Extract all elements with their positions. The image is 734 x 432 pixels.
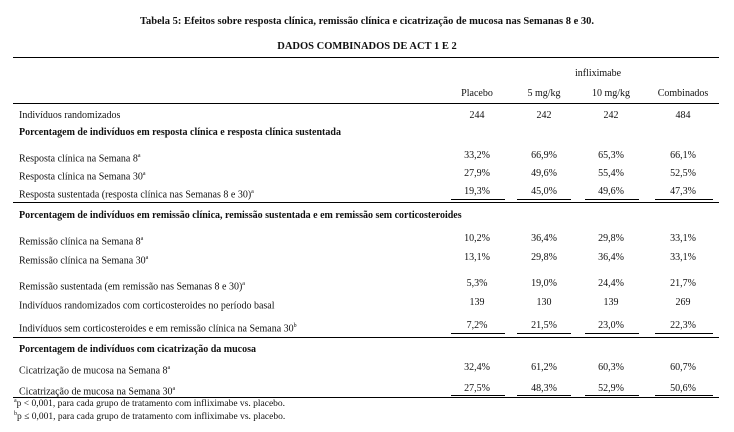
col-placebo: Placebo — [461, 88, 493, 99]
cell: 52,9% — [598, 383, 624, 394]
cell: 242 — [603, 110, 619, 121]
underline — [655, 199, 713, 200]
cell: 19,0% — [531, 278, 557, 289]
cell: 19,3% — [464, 186, 490, 197]
footnote-b: $^b$p ≤ 0,001, para cada grupo de tratamento com infliximabe vs. placebo. — [14, 411, 286, 423]
row-label: Resposta clínica na Semana 30$^a$ — [19, 171, 146, 183]
cell: 5,3% — [466, 278, 488, 289]
cell: 49,6% — [531, 168, 557, 179]
cell: 10,2% — [464, 233, 490, 244]
table-row — [13, 360, 719, 376]
cell: 23,0% — [598, 320, 624, 331]
cell: 36,4% — [531, 233, 557, 244]
underline — [655, 333, 713, 334]
col-5mg: 5 mg/kg — [527, 88, 561, 99]
top-rule — [13, 57, 719, 58]
cell: 29,8% — [598, 233, 624, 244]
cell: 61,2% — [531, 362, 557, 373]
cell: 36,4% — [598, 252, 624, 263]
cell: 45,0% — [531, 186, 557, 197]
table-row — [13, 166, 719, 182]
table-row — [13, 148, 719, 164]
section-heading — [13, 342, 719, 358]
cell: 484 — [675, 110, 691, 121]
table-row — [13, 108, 719, 124]
row-label: Remissão clínica na Semana 8$^a$ — [19, 236, 144, 248]
table-row — [13, 276, 719, 292]
drug-header: infliximabe — [574, 68, 622, 79]
cell: 48,3% — [531, 383, 557, 394]
cell: 130 — [536, 297, 552, 308]
cell: 50,6% — [670, 383, 696, 394]
row-label: Cicatrização de mucosa na Semana 30$^a$ — [19, 386, 176, 398]
underline — [451, 199, 505, 200]
underline — [517, 333, 571, 334]
cell: 24,4% — [598, 278, 624, 289]
cell: 139 — [469, 297, 485, 308]
cell: 33,1% — [670, 252, 696, 263]
section-title: Porcentagem de indivíduos com cicatrização da mucosa — [19, 344, 257, 355]
section-rule — [13, 202, 719, 203]
row-label: Remissão sustentada (em remissão nas Semanas 8 e 30)$^a$ — [19, 281, 245, 293]
cell: 27,5% — [464, 383, 490, 394]
row-label: Indivíduos randomizados com corticosteroides no período basal — [19, 300, 275, 312]
col-combined: Combinados — [657, 88, 709, 99]
cell: 60,3% — [598, 362, 624, 373]
table-row — [13, 250, 719, 266]
cell: 7,2% — [466, 320, 488, 331]
footnote-a: $^a$p < 0,001, para cada grupo de tratamento com infliximabe vs. placebo. — [14, 398, 286, 410]
cell: 244 — [469, 110, 485, 121]
cell: 49,6% — [598, 186, 624, 197]
col-10mg: 10 mg/kg — [591, 88, 631, 99]
row-label: Resposta sustentada (resposta clínica nas Semanas 8 e 30)$^a$ — [19, 189, 254, 201]
cell: 47,3% — [670, 186, 696, 197]
table-row — [13, 184, 719, 200]
underline — [655, 395, 713, 396]
cell: 60,7% — [670, 362, 696, 373]
underline — [517, 199, 571, 200]
column-header-row — [13, 86, 719, 102]
section-title: Porcentagem de indivíduos em resposta clínica e resposta clínica sustentada — [19, 127, 341, 138]
underline — [451, 333, 505, 334]
table-row — [13, 231, 719, 247]
underline — [451, 395, 505, 396]
cell: 29,8% — [531, 252, 557, 263]
cell: 139 — [603, 297, 619, 308]
cell: 242 — [536, 110, 552, 121]
underline — [585, 333, 639, 334]
cell: 33,1% — [670, 233, 696, 244]
row-label: Cicatrização de mucosa na Semana 8$^a$ — [19, 365, 171, 377]
row-label: Remissão clínica na Semana 30$^a$ — [19, 255, 149, 267]
row-label: Indivíduos randomizados — [19, 110, 121, 121]
section-rule — [13, 337, 719, 338]
table-title: Tabela 5: Efeitos sobre resposta clínica, remissão clínica e cicatrização de mucosa nas Semanas 8 e 30. — [140, 16, 594, 27]
cell: 27,9% — [464, 168, 490, 179]
cell: 33,2% — [464, 150, 490, 161]
cell: 269 — [675, 297, 691, 308]
table-subtitle: DADOS COMBINADOS DE ACT 1 E 2 — [277, 41, 457, 52]
cell: 22,3% — [670, 320, 696, 331]
cell: 66,9% — [531, 150, 557, 161]
cell: 55,4% — [598, 168, 624, 179]
row-label: Resposta clínica na Semana 8$^a$ — [19, 153, 141, 165]
underline — [517, 395, 571, 396]
section-heading — [13, 125, 719, 141]
table-row — [13, 381, 719, 397]
cell: 13,1% — [464, 252, 490, 263]
section-title: Porcentagem de indivíduos em remissão clínica, remissão sustentada e em remissão sem corticosteroides — [19, 210, 462, 221]
cell: 52,5% — [670, 168, 696, 179]
cell: 21,5% — [531, 320, 557, 331]
cell: 32,4% — [464, 362, 490, 373]
table-row — [13, 295, 719, 311]
cell: 65,3% — [598, 150, 624, 161]
table-row — [13, 318, 719, 334]
row-label: Indivíduos sem corticosteroides e em remissão clínica na Semana 30$^b$ — [19, 323, 297, 335]
section-heading — [13, 208, 719, 224]
cell: 66,1% — [670, 150, 696, 161]
header-rule — [13, 103, 719, 104]
underline — [585, 395, 639, 396]
cell: 21,7% — [670, 278, 696, 289]
underline — [585, 199, 639, 200]
